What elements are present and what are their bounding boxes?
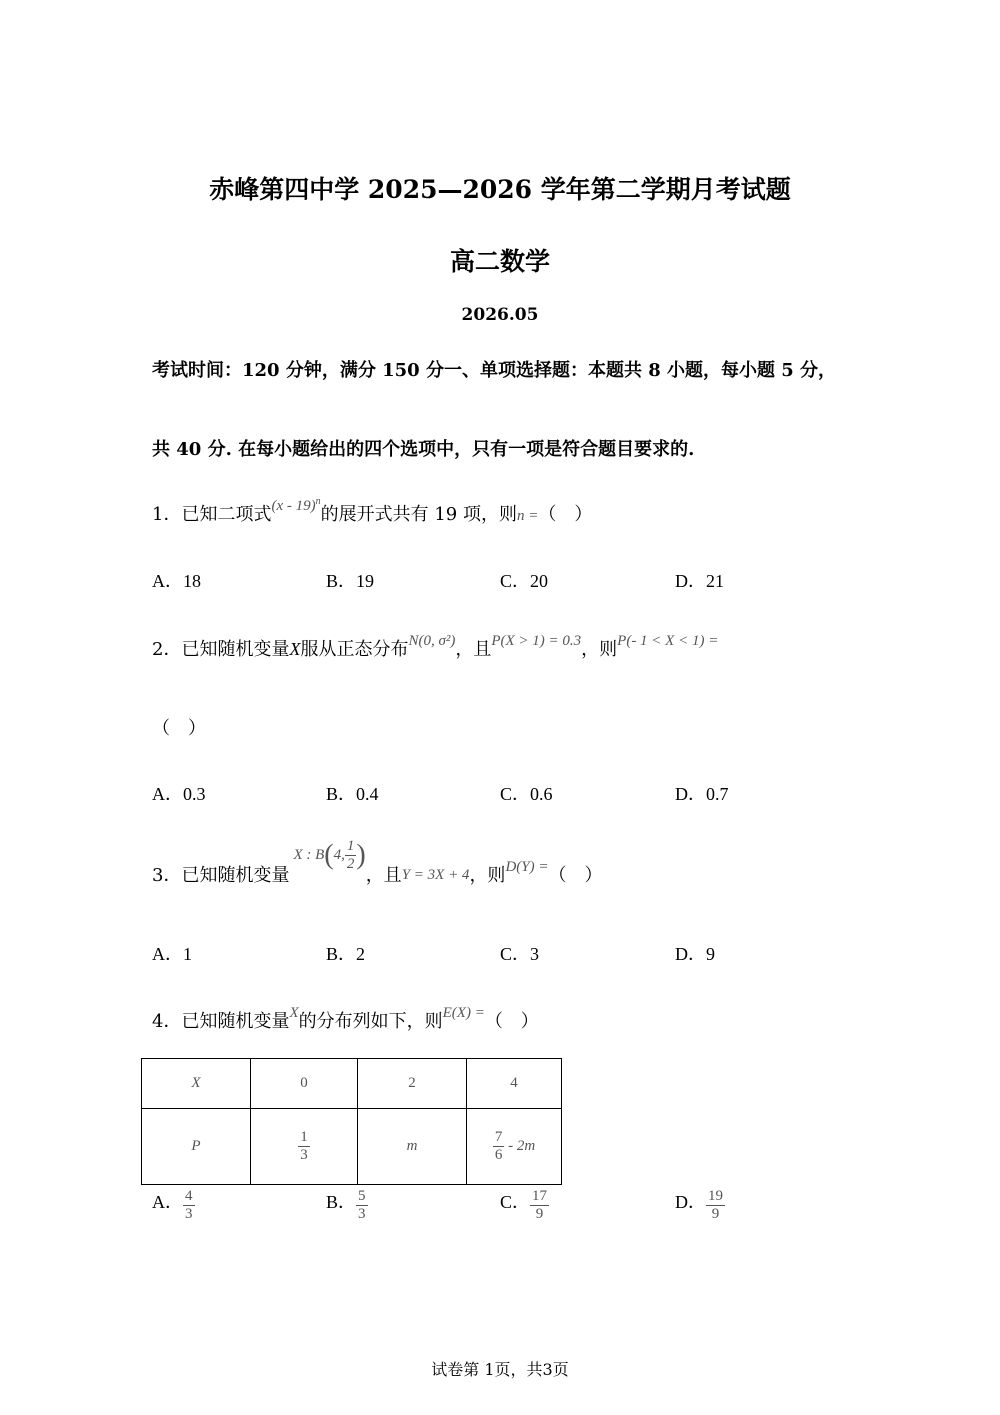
question-1	[152, 496, 593, 526]
option-a[interactable]: A． $\frac{4}{3}$	[152, 1188, 193, 1222]
math-linear-transform: Y = 3X + 4	[401, 866, 470, 883]
answer-paren: （ ）	[484, 1011, 539, 1032]
table-cell: $\frac{1}{3}$	[251, 1109, 358, 1185]
answer-paren: （ ）	[538, 504, 593, 525]
math-normal-dist: N(0, σ²)	[408, 633, 456, 649]
table-row	[142, 1059, 562, 1109]
math-expectation: E(X) =	[442, 1005, 485, 1021]
page-footer: 试卷第 1页，共3页	[431, 1360, 569, 1379]
exam-title: 赤峰第四中学 2025—2026 学年第二学期月考试题	[209, 175, 791, 204]
math-binomial-dist: X : B(4, $\frac{1}{2}$ )	[293, 838, 366, 872]
table-header-cell: 4	[467, 1059, 562, 1109]
option-c[interactable]: C．3	[500, 944, 540, 964]
option-b[interactable]: B．0.4	[326, 784, 379, 804]
answer-paren: （ ）	[152, 718, 206, 739]
option-a[interactable]: A．18	[152, 571, 201, 591]
math-binomial: (x - 19)n	[271, 496, 321, 514]
option-b[interactable]: B． $\frac{5}{3}$	[326, 1188, 366, 1222]
math-var-x: X	[289, 639, 301, 659]
math-probability: P(X > 1) = 0.3	[491, 633, 582, 649]
distribution-table	[141, 1058, 562, 1185]
question-2: 2．已知随机变量X服从正态分布$^{N(0, \sigma^2)}$，且$^{P(X > 1) = 0.3}$，则$^{P(- 1 < X < 1) =}$	[152, 633, 719, 660]
question-text: 已知二项式	[181, 504, 272, 525]
math-probability-target: P(- 1 < X < 1) =	[617, 633, 719, 649]
option-a[interactable]: A．1	[152, 944, 192, 964]
table-cell: m	[358, 1109, 467, 1185]
option-c[interactable]: C．20	[500, 571, 549, 591]
table-header-cell: X	[142, 1059, 251, 1109]
question-3: 3．已知随机变量X : B(4, $\frac{1}{2}$ )，且Y = 3X + 4，则$^{D(Y) =}$（ ）	[152, 838, 603, 886]
table-header-cell: 0	[251, 1059, 358, 1109]
option-d[interactable]: D． $\frac{19}{9}$	[675, 1188, 723, 1222]
option-d[interactable]: D．0.7	[675, 784, 729, 804]
option-c[interactable]: C．0.6	[500, 784, 553, 804]
option-d[interactable]: D．21	[675, 571, 724, 591]
option-b[interactable]: B．2	[326, 944, 366, 964]
math-variance: D(Y) =	[505, 858, 549, 875]
question-number: 1．	[152, 504, 182, 525]
option-c[interactable]: C． $\frac{17}{9}$	[500, 1188, 548, 1222]
instructions-line-1: 考试时间：120 分钟，满分 150 分一、单项选择题：本题共 8 小题，每小题 5 分，	[152, 360, 837, 381]
instructions-line-2: 共 40 分. 在每小题给出的四个选项中，只有一项是符合题目要求的.	[152, 439, 695, 460]
table-cell: P	[142, 1109, 251, 1185]
option-a[interactable]: A．0.3	[152, 784, 206, 804]
math-var-x: X	[289, 1005, 299, 1021]
table-cell: $\frac{7}{6}$ - 2m	[467, 1109, 562, 1185]
answer-paren: （ ）	[548, 864, 603, 886]
option-d[interactable]: D．9	[675, 944, 715, 964]
exam-date: 2026.05	[461, 305, 539, 325]
table-row	[142, 1109, 562, 1185]
question-4: 4．已知随机变量$^X$的分布列如下，则$^{E(X) =}$（ ）	[152, 1005, 539, 1032]
math-n: n =	[516, 508, 539, 524]
question-text: 的展开式共有 19 项，则	[320, 504, 517, 525]
option-b[interactable]: B．19	[326, 571, 375, 591]
subject-title: 高二数学	[449, 247, 550, 276]
table-header-cell: 2	[358, 1059, 467, 1109]
